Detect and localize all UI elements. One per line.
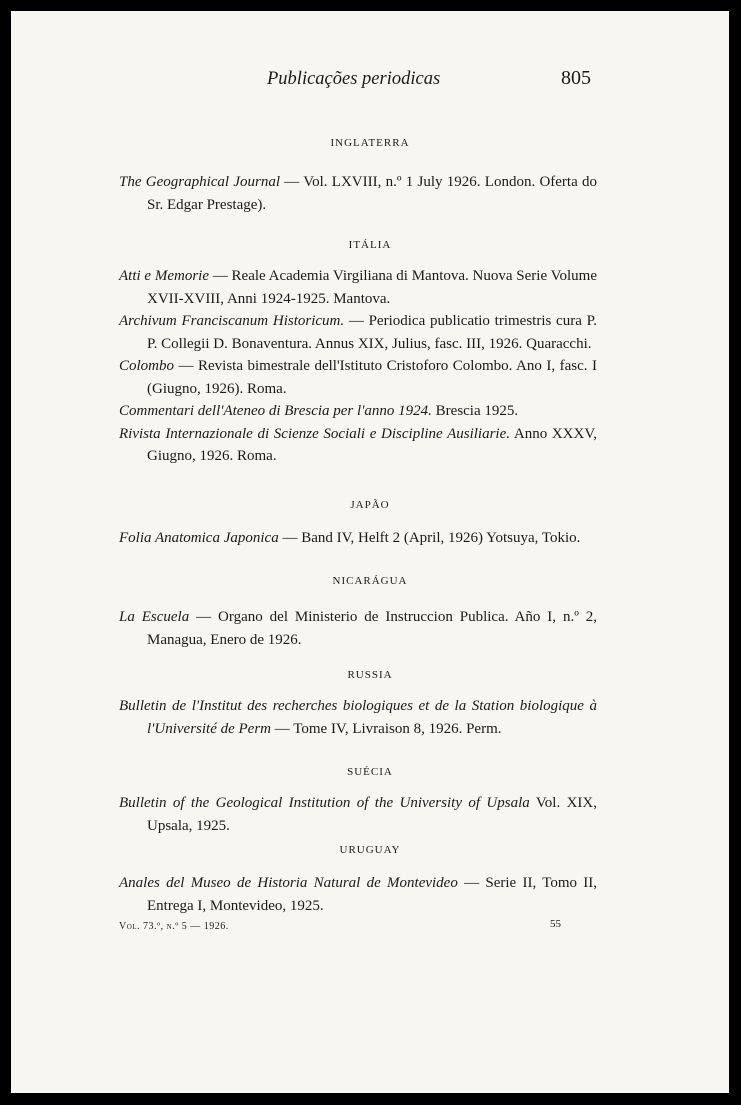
running-head (11, 67, 729, 97)
entry-title: Atti e Memorie (119, 268, 209, 284)
entry-folia-anatomica (119, 527, 597, 550)
entry-rivista-internazionale (119, 423, 597, 468)
entry-bulletin-perm (119, 695, 597, 740)
entry-title: Anales del Museo de Historia Natural de Montevideo (119, 875, 458, 891)
volume-footer (119, 921, 229, 932)
entry-text: Revista bimestrale dell'Istituto Cristoforo Colombo. Ano I, fasc. I (Giugno, 1926). Roma. (147, 358, 597, 397)
entry-title: Commentari dell'Ateneo di Brescia per l'anno 1924. (119, 403, 432, 419)
entry-separator: — (209, 268, 232, 284)
entry-separator: — (344, 313, 369, 329)
entry-geographical-journal (119, 171, 597, 216)
entry-commentari-ateneo (119, 400, 597, 423)
entry-separator: — (278, 530, 302, 546)
volume-line: Vol. 73.º, n.º 5 — 1926. (119, 921, 229, 932)
section-heading-suecia: SUÉCIA (347, 766, 393, 778)
entry-atti-e-memorie (119, 265, 597, 310)
entry-title: Folia Anatomica Japonica (119, 530, 279, 546)
entry-separator: — (189, 609, 219, 625)
entry-list-italia (119, 265, 597, 468)
entry-text: Periodica publicatio trimestris cura P. P. Collegii D. Bonaventura. Annus XIX, Julius, fasc. III, 1926. Quaracchi. (147, 313, 598, 352)
running-head-title: Publicações periodicas (267, 69, 441, 89)
entry-separator: — (271, 720, 294, 737)
section-heading-nicaragua: NICARÁGUA (332, 575, 408, 587)
section-heading-inglaterra: INGLATERRA (330, 137, 410, 149)
entry-text: Tome IV, Livraison 8, 1926. Perm. (293, 720, 502, 737)
entry-title: Bulletin de l'Institut des recherches biologiques et de la Station biologique à l'Université de Perm (119, 698, 597, 737)
entry-text: Serie II, Tomo II, Entrega I, Montevideo, 1925. (147, 875, 598, 914)
page-number: 805 (561, 67, 591, 89)
entry-la-escuela (119, 606, 597, 651)
entry-separator: — (280, 174, 304, 190)
entry-text: Vol. XIX, Upsala, 1925. (147, 795, 597, 834)
entry-title: Bulletin of the Geological Institution of the University of Upsala (119, 795, 530, 811)
entry-title: La Escuela (119, 609, 190, 625)
section-heading-uruguay: URUGUAY (339, 844, 401, 856)
entry-separator: — (174, 358, 198, 374)
entry-archivum-franciscanum (119, 310, 597, 355)
section-heading-japao: JAPÃO (350, 499, 390, 511)
entry-anales-montevideo (119, 872, 597, 917)
section-heading-italia: ITÁLIA (348, 239, 392, 251)
entry-text: Reale Academia Virgiliana di Mantova. Nuova Serie Volume XVII-XVIII, Anni 1924-1925. Mantova. (147, 268, 598, 307)
entry-text: Vol. LXVIII, n.º 1 July 1926. London. Oferta do Sr. Edgar Prestage). (147, 174, 597, 213)
entry-text: Band IV, Helft 2 (April, 1926) Yotsuya, Tokio. (301, 530, 581, 546)
entry-text: Brescia 1925. (435, 403, 519, 419)
entry-text: Organo del Ministerio de Instruccion Publica. Año I, n.º 2, Managua, Enero de 1926. (147, 609, 597, 648)
section-heading-russia: RUSSIA (347, 669, 393, 681)
signature-mark: 55 (550, 918, 561, 930)
entry-bulletin-upsala (119, 792, 597, 837)
entry-title: Archivum Franciscanum Historicum. (119, 313, 345, 329)
entry-title: Colombo (119, 358, 175, 374)
entry-title: The Geographical Journal (119, 174, 280, 190)
entry-title: Rivista Internazionale di Scienze Sociali e Discipline Ausiliarie. (119, 425, 511, 442)
entry-separator: — (457, 875, 486, 891)
page (11, 11, 729, 1093)
entry-colombo (119, 355, 597, 400)
entry-text: Anno XXXV, Giugno, 1926. Roma. (147, 425, 597, 464)
